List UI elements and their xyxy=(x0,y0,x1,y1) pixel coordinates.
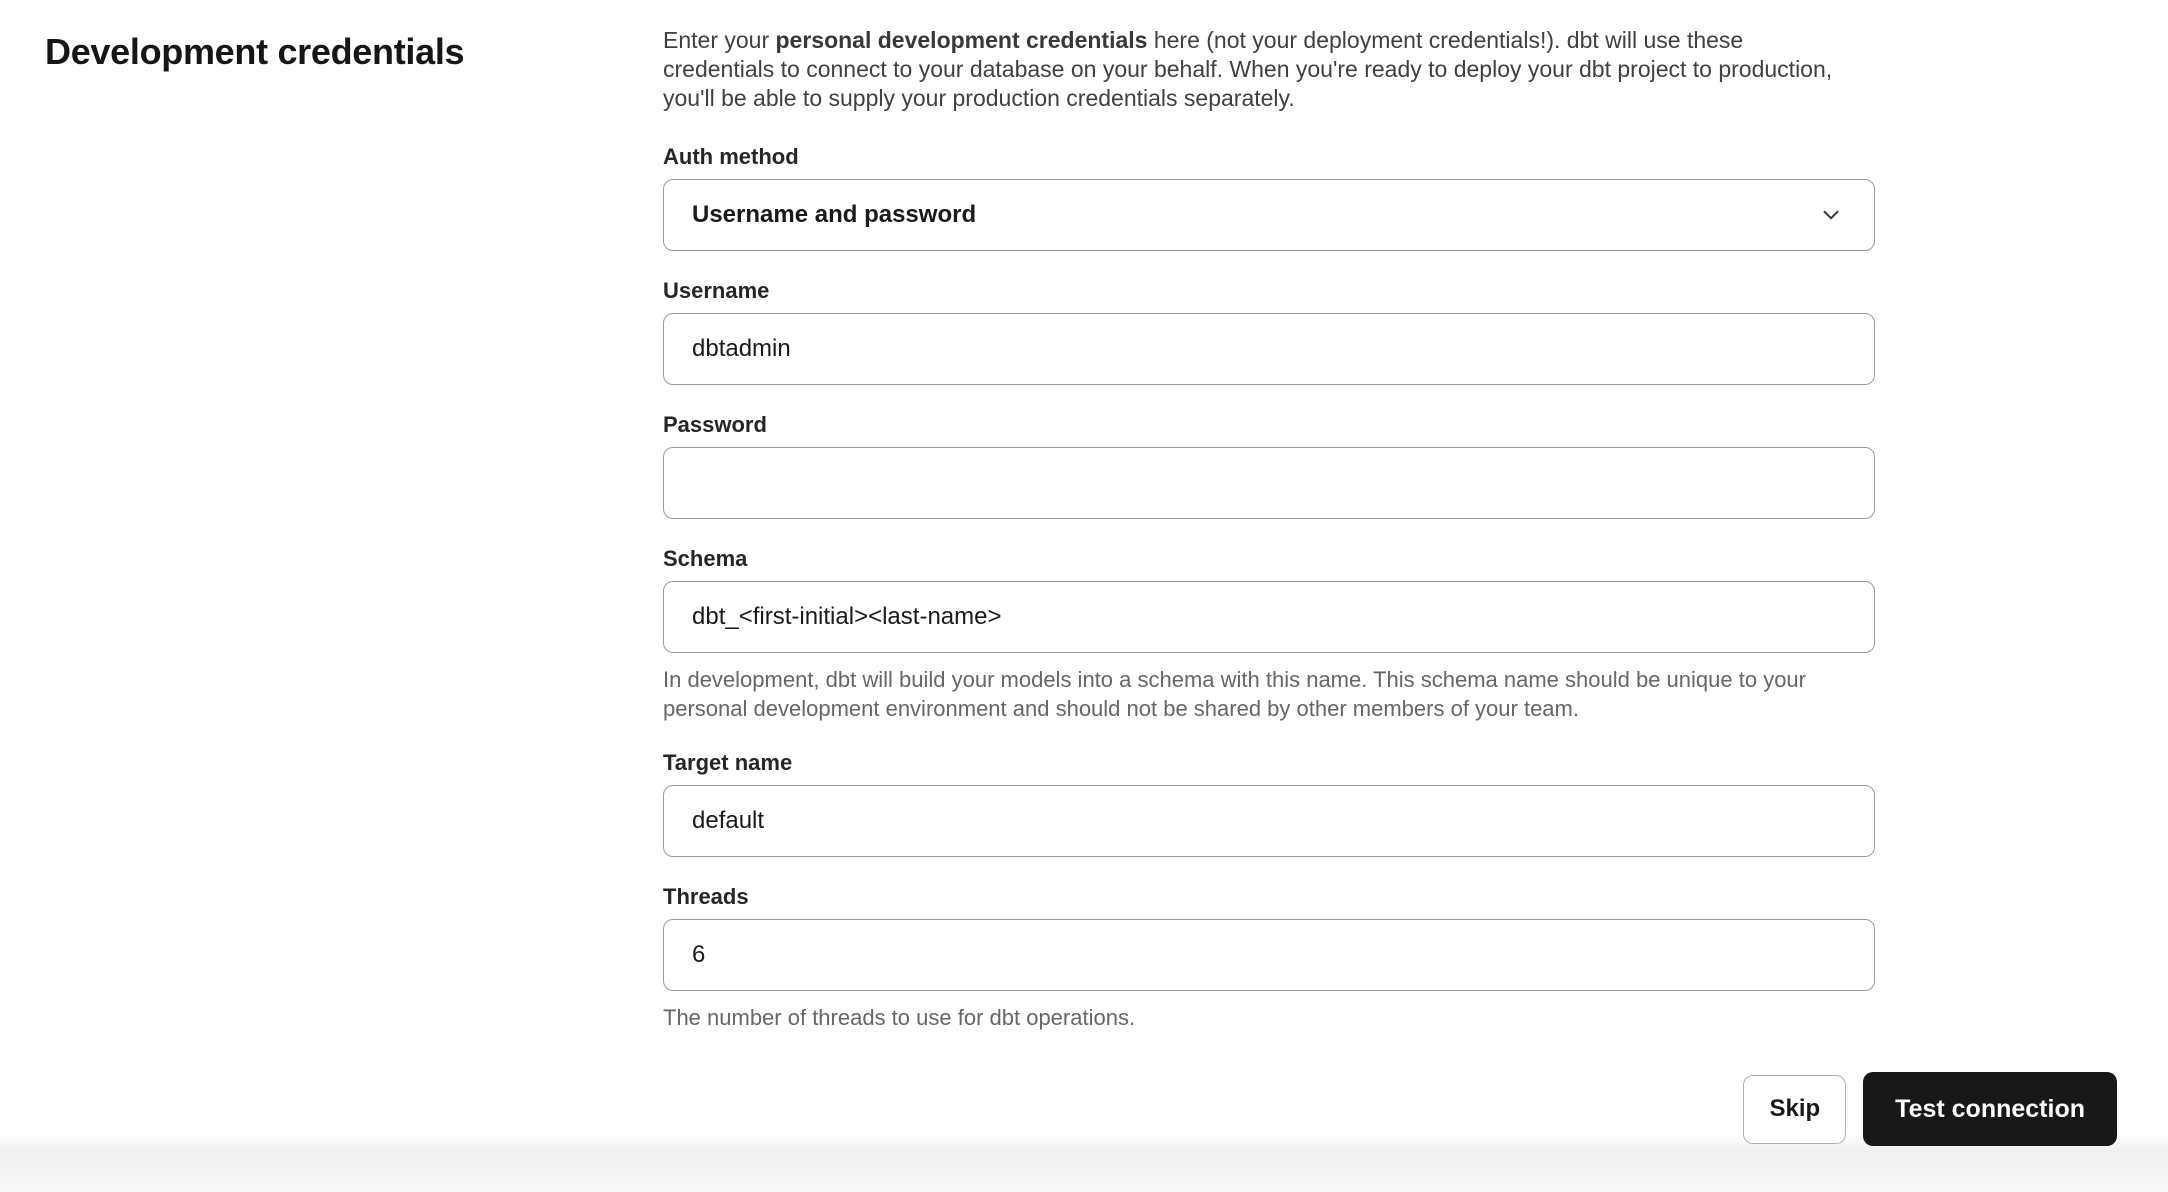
skip-button[interactable]: Skip xyxy=(1743,1075,1846,1144)
password-input[interactable] xyxy=(663,447,1875,519)
schema-field-group xyxy=(663,546,1875,723)
auth-method-field-group xyxy=(663,144,1875,251)
test-connection-button[interactable]: Test connection xyxy=(1863,1072,2117,1146)
password-field-group xyxy=(663,412,1875,519)
username-field-group xyxy=(663,278,1875,385)
target-name-label: Target name xyxy=(663,750,793,775)
intro-description xyxy=(663,26,1843,113)
target-name-field-group xyxy=(663,750,1875,857)
section-title-column xyxy=(0,0,663,1192)
footer-actions xyxy=(1743,1072,2117,1146)
username-input[interactable] xyxy=(663,313,1875,385)
intro-text-after: here (not your deployment credentials!). dbt will use these credentials to connect to your database on your behalf. When you're ready to deploy your dbt project to production, you'll be able to supply your production credentials separately. xyxy=(663,27,1833,111)
credentials-form xyxy=(663,0,1875,1192)
threads-help-text: The number of threads to use for dbt operations. xyxy=(663,1005,1136,1030)
auth-method-selected-value: Username and password xyxy=(692,201,977,228)
schema-help-text: In development, dbt will build your models into a schema with this name. This schema name should be unique to your personal development environment and should not be shared by other members of your team. xyxy=(663,667,1806,721)
schema-label: Schema xyxy=(663,546,748,571)
auth-method-label: Auth method xyxy=(663,144,799,169)
threads-field-group xyxy=(663,884,1875,1032)
username-label: Username xyxy=(663,278,770,303)
schema-input[interactable] xyxy=(663,581,1875,653)
intro-bold-text: personal development credentials xyxy=(775,27,1148,53)
intro-text-before: Enter your xyxy=(663,27,776,53)
target-name-input[interactable] xyxy=(663,785,1875,857)
chevron-down-icon xyxy=(1818,202,1844,228)
threads-input[interactable] xyxy=(663,919,1875,991)
threads-label: Threads xyxy=(663,884,749,909)
password-label: Password xyxy=(663,412,767,437)
page-title: Development credentials xyxy=(45,31,465,72)
auth-method-select[interactable] xyxy=(663,179,1875,251)
